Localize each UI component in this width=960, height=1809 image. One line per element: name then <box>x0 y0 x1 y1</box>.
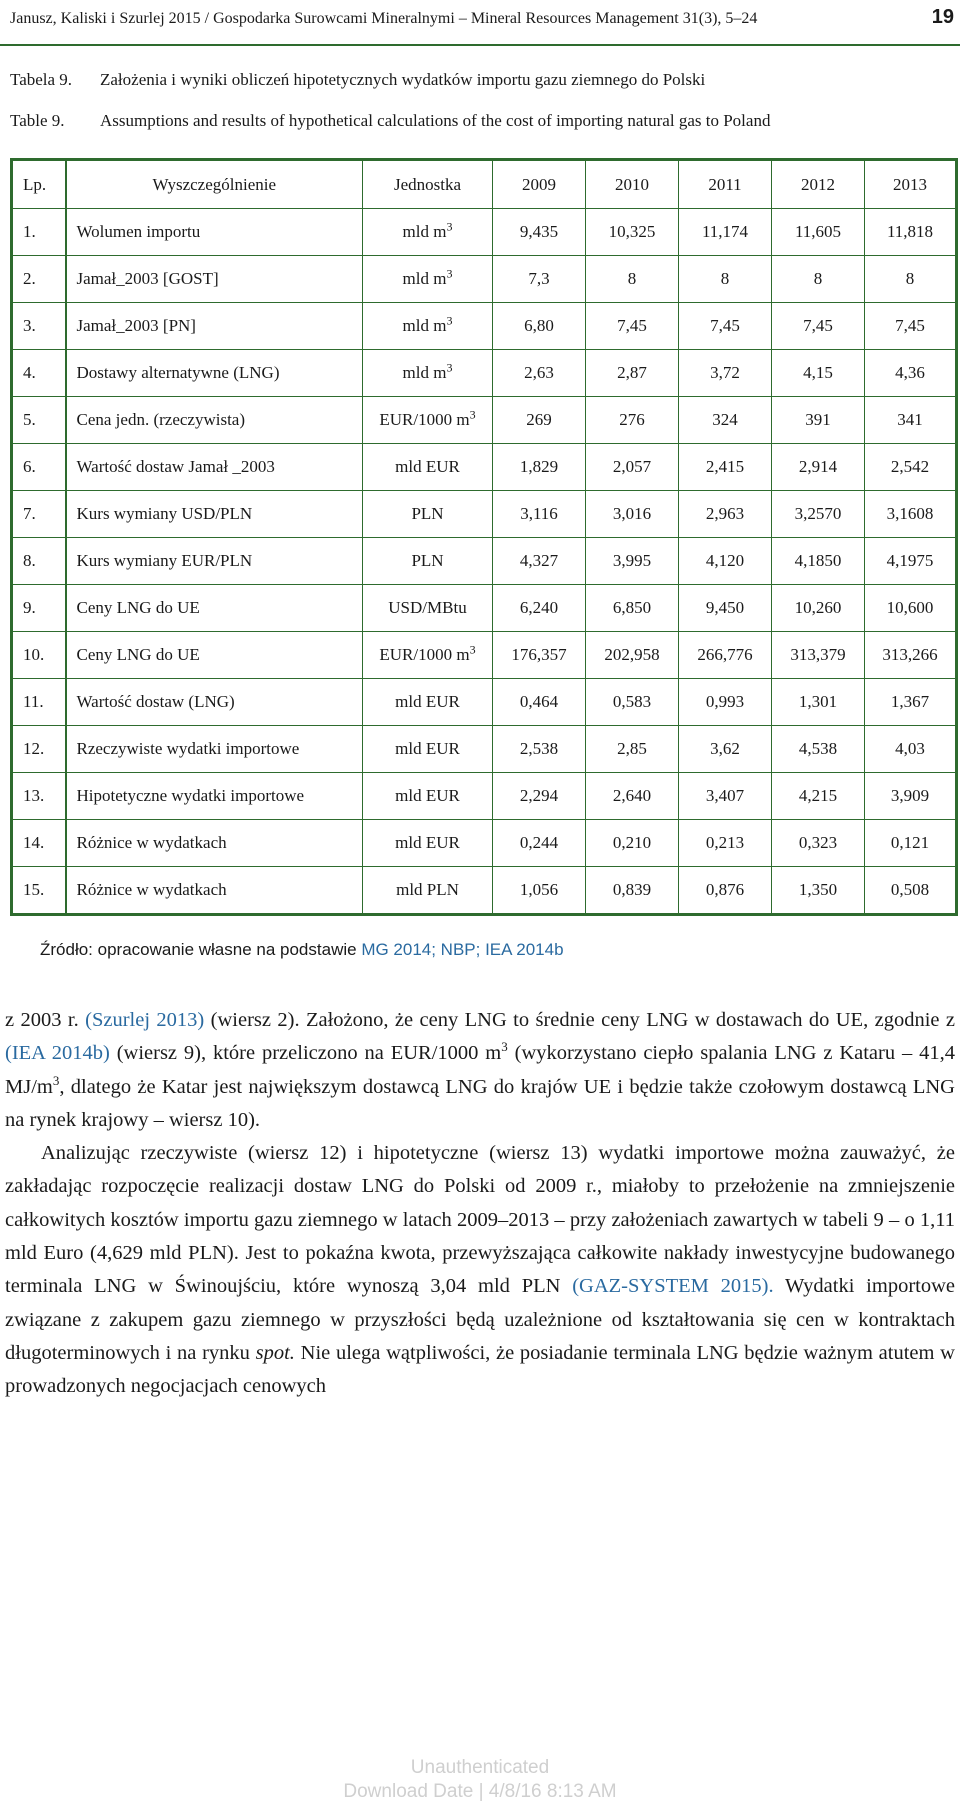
value-cell: 7,45 <box>679 303 772 350</box>
row-number: 7. <box>12 491 66 538</box>
value-cell: 3,995 <box>586 538 679 585</box>
row-number: 13. <box>12 773 66 820</box>
value-cell: 0,583 <box>586 679 679 726</box>
column-header: Lp. <box>12 160 66 209</box>
value-cell: 10,600 <box>865 585 957 632</box>
value-cell: 1,350 <box>772 867 865 915</box>
row-label: Kurs wymiany USD/PLN <box>66 491 363 538</box>
value-cell: 6,80 <box>493 303 586 350</box>
value-cell: 7,45 <box>772 303 865 350</box>
unit-text: EUR/1000 m <box>379 410 470 429</box>
row-number: 4. <box>12 350 66 397</box>
text-run: Nie ulega wątpliwości, że posiadanie terminala LNG będzie ważnym atutem w prowadzonych negocjacjach cenowych <box>5 1341 955 1398</box>
row-number: 10. <box>12 632 66 679</box>
text-run: , dlatego że Katar jest największym dostawcą LNG do krajów UE i będzie także czołowym dostawcą LNG na rynek krajowy – wiersz 10). <box>5 1075 955 1131</box>
row-label: Ceny LNG do UE <box>66 585 363 632</box>
table-row <box>12 209 957 256</box>
value-cell: 3,1608 <box>865 491 957 538</box>
row-label: Jamał_2003 [PN] <box>66 303 363 350</box>
table-row <box>12 350 957 397</box>
value-cell: 0,876 <box>679 867 772 915</box>
value-cell: 11,818 <box>865 209 957 256</box>
table-row <box>12 773 957 820</box>
value-cell: 9,435 <box>493 209 586 256</box>
row-label: Różnice w wydatkach <box>66 867 363 915</box>
citation-link[interactable]: (GAZ-SYSTEM 2015). <box>572 1275 774 1298</box>
table-row <box>12 820 957 867</box>
text-run: z 2003 r. <box>5 1009 86 1031</box>
row-label: Dostawy alternatywne (LNG) <box>66 350 363 397</box>
value-cell: 3,72 <box>679 350 772 397</box>
row-label: Jamał_2003 [GOST] <box>66 256 363 303</box>
row-label: Kurs wymiany EUR/PLN <box>66 538 363 585</box>
table-row <box>12 538 957 585</box>
column-header: Jednostka <box>363 160 493 209</box>
value-cell: 3,407 <box>679 773 772 820</box>
value-cell: 0,323 <box>772 820 865 867</box>
row-number: 8. <box>12 538 66 585</box>
value-cell: 4,03 <box>865 726 957 773</box>
unit-cell <box>363 820 493 867</box>
unit-text: PLN <box>411 551 444 570</box>
value-cell: 3,2570 <box>772 491 865 538</box>
row-number: 3. <box>12 303 66 350</box>
column-header: 2009 <box>493 160 586 209</box>
unit-cell <box>363 303 493 350</box>
value-cell: 2,914 <box>772 444 865 491</box>
table-body <box>12 209 957 915</box>
value-cell: 4,327 <box>493 538 586 585</box>
value-cell: 8 <box>679 256 772 303</box>
unit-text: PLN <box>411 504 444 523</box>
value-cell: 1,829 <box>493 444 586 491</box>
unit-text: mld EUR <box>395 457 460 476</box>
value-cell: 0,210 <box>586 820 679 867</box>
table-row <box>12 397 957 444</box>
row-number: 11. <box>12 679 66 726</box>
text-run: (wiersz 9), które przeliczono na EUR/1000 m <box>109 1042 502 1065</box>
source-citation-link[interactable]: MG 2014; NBP; IEA 2014b <box>361 940 564 959</box>
value-cell: 313,266 <box>865 632 957 679</box>
unit-text: EUR/1000 m <box>379 645 470 664</box>
unit-cell <box>363 538 493 585</box>
value-cell: 4,120 <box>679 538 772 585</box>
unit-text: mld m <box>402 269 447 288</box>
unit-exponent: 3 <box>446 219 453 234</box>
unit-exponent: 3 <box>446 360 453 375</box>
value-cell: 0,244 <box>493 820 586 867</box>
column-header: 2012 <box>772 160 865 209</box>
value-cell: 7,45 <box>586 303 679 350</box>
value-cell: 324 <box>679 397 772 444</box>
caption-label: Tabela 9. <box>10 70 73 89</box>
value-cell: 1,056 <box>493 867 586 915</box>
column-header: 2010 <box>586 160 679 209</box>
value-cell: 4,36 <box>865 350 957 397</box>
value-cell: 276 <box>586 397 679 444</box>
watermark-line-2: Download Date | 4/8/16 8:13 AM <box>343 1781 617 1802</box>
text-run: (wiersz 2). Założono, że ceny LNG to średnie ceny LNG w dostawach do UE, zgodnie z <box>204 1009 955 1031</box>
row-label: Ceny LNG do UE <box>66 632 363 679</box>
unit-text: mld m <box>402 316 447 335</box>
value-cell: 2,963 <box>679 491 772 538</box>
unit-cell <box>363 209 493 256</box>
value-cell: 4,1850 <box>772 538 865 585</box>
table-header-row <box>12 160 957 209</box>
value-cell: 0,464 <box>493 679 586 726</box>
unit-cell <box>363 585 493 632</box>
emphasis-text: spot. <box>255 1341 295 1364</box>
row-number: 9. <box>12 585 66 632</box>
unit-cell <box>363 397 493 444</box>
row-number: 14. <box>12 820 66 867</box>
value-cell: 4,1975 <box>865 538 957 585</box>
unit-text: mld m <box>402 363 447 382</box>
value-cell: 2,640 <box>586 773 679 820</box>
value-cell: 6,850 <box>586 585 679 632</box>
row-number: 5. <box>12 397 66 444</box>
value-cell: 0,213 <box>679 820 772 867</box>
unit-text: mld EUR <box>395 786 460 805</box>
running-header <box>10 8 954 36</box>
value-cell: 10,325 <box>586 209 679 256</box>
unit-text: mld EUR <box>395 833 460 852</box>
value-cell: 1,301 <box>772 679 865 726</box>
value-cell: 0,121 <box>865 820 957 867</box>
value-cell: 11,605 <box>772 209 865 256</box>
value-cell: 6,240 <box>493 585 586 632</box>
table-row <box>12 585 957 632</box>
value-cell: 2,538 <box>493 726 586 773</box>
value-cell: 4,15 <box>772 350 865 397</box>
value-cell: 2,87 <box>586 350 679 397</box>
source-prefix: Źródło: opracowanie własne na podstawie <box>40 940 362 959</box>
value-cell: 2,415 <box>679 444 772 491</box>
row-number: 1. <box>12 209 66 256</box>
row-label: Hipotetyczne wydatki importowe <box>66 773 363 820</box>
value-cell: 8 <box>586 256 679 303</box>
value-cell: 3,116 <box>493 491 586 538</box>
value-cell: 4,215 <box>772 773 865 820</box>
unit-cell <box>363 444 493 491</box>
value-cell: 8 <box>772 256 865 303</box>
superscript: 3 <box>52 1072 60 1088</box>
value-cell: 10,260 <box>772 585 865 632</box>
table-row <box>12 256 957 303</box>
value-cell: 9,450 <box>679 585 772 632</box>
caption-text: Założenia i wyniki obliczeń hipotetycznych wydatków importu gazu ziemnego do Polski <box>100 70 706 89</box>
text-run: Wydatki importowe związane z zakupem gazu ziemnego w przyszłości będą uzależnione od kształtowania się cen w kontraktach długoterminowych i na rynku <box>5 1275 955 1364</box>
value-cell: 2,294 <box>493 773 586 820</box>
value-cell: 2,85 <box>586 726 679 773</box>
value-cell: 7,3 <box>493 256 586 303</box>
unit-text: USD/MBtu <box>388 598 467 617</box>
header-divider <box>0 44 960 46</box>
table-row <box>12 867 957 915</box>
value-cell: 0,508 <box>865 867 957 915</box>
unit-cell <box>363 632 493 679</box>
value-cell: 2,542 <box>865 444 957 491</box>
unit-exponent: 3 <box>469 407 476 422</box>
caption-text: Assumptions and results of hypothetical calculations of the cost of importing natural gas to Poland <box>100 111 771 130</box>
unit-text: mld PLN <box>396 880 459 899</box>
row-label: Wolumen importu <box>66 209 363 256</box>
journal-citation: Janusz, Kaliski i Szurlej 2015 / Gospodarka Surowcami Mineralnymi – Mineral Resources Management 31(3), 5–24 <box>10 10 758 27</box>
row-number: 12. <box>12 726 66 773</box>
row-label: Cena jedn. (rzeczywista) <box>66 397 363 444</box>
unit-cell <box>363 773 493 820</box>
unit-cell <box>363 256 493 303</box>
value-cell: 3,016 <box>586 491 679 538</box>
value-cell: 7,45 <box>865 303 957 350</box>
unit-exponent: 3 <box>446 313 453 328</box>
row-number: 6. <box>12 444 66 491</box>
unit-cell <box>363 867 493 915</box>
value-cell: 202,958 <box>586 632 679 679</box>
unit-cell <box>363 726 493 773</box>
row-label: Rzeczywiste wydatki importowe <box>66 726 363 773</box>
column-header: 2011 <box>679 160 772 209</box>
unit-text: mld m <box>402 222 447 241</box>
unit-exponent: 3 <box>469 642 476 657</box>
table-row <box>12 491 957 538</box>
paragraph-1 <box>5 1004 955 1137</box>
row-number: 15. <box>12 867 66 915</box>
unit-cell <box>363 679 493 726</box>
table-row <box>12 726 957 773</box>
column-header: Wyszczególnienie <box>66 160 363 209</box>
unit-cell <box>363 491 493 538</box>
unit-cell <box>363 350 493 397</box>
value-cell: 269 <box>493 397 586 444</box>
text-run: (wykorzystano ciepło spalania LNG z Kataru – 41,4 MJ/m <box>5 1042 955 1098</box>
value-cell: 8 <box>865 256 957 303</box>
value-cell: 313,379 <box>772 632 865 679</box>
value-cell: 176,357 <box>493 632 586 679</box>
value-cell: 391 <box>772 397 865 444</box>
value-cell: 2,63 <box>493 350 586 397</box>
paragraph-2 <box>5 1137 955 1403</box>
value-cell: 3,909 <box>865 773 957 820</box>
value-cell: 266,776 <box>679 632 772 679</box>
citation-link[interactable]: (Szurlej 2013) <box>85 1009 205 1031</box>
unit-exponent: 3 <box>446 266 453 281</box>
value-cell: 0,839 <box>586 867 679 915</box>
watermark-line-1: Unauthenticated <box>410 1757 550 1778</box>
body-text <box>5 1004 955 1404</box>
row-number: 2. <box>12 256 66 303</box>
value-cell: 341 <box>865 397 957 444</box>
caption-label: Table 9. <box>10 111 65 130</box>
table-row <box>12 632 957 679</box>
table-row <box>12 679 957 726</box>
value-cell: 2,057 <box>586 444 679 491</box>
value-cell: 1,367 <box>865 679 957 726</box>
value-cell: 4,538 <box>772 726 865 773</box>
row-label: Różnice w wydatkach <box>66 820 363 867</box>
table-row <box>12 444 957 491</box>
superscript: 3 <box>501 1039 508 1055</box>
column-header: 2013 <box>865 160 957 209</box>
value-cell: 3,62 <box>679 726 772 773</box>
source-note <box>40 940 564 960</box>
value-cell: 0,993 <box>679 679 772 726</box>
row-label: Wartość dostaw (LNG) <box>66 679 363 726</box>
table-row <box>12 303 957 350</box>
row-label: Wartość dostaw Jamał _2003 <box>66 444 363 491</box>
citation-link[interactable]: (IEA 2014b) <box>5 1042 110 1065</box>
text-run: Analizując rzeczywiste (wiersz 12) i hipotetyczne (wiersz 13) wydatki importowe można zauważyć, że zakładając rozpoczęcie realizacji dostaw LNG do Polski od 2009 r., miałoby to przełożenie na zmniejszenie całkowitych kosztów importu gazu ziemnego w latach 2009–2013 – przy założeniach zawartych w tabeli 9 – o 1,11 mld Euro (4,629 mld PLN). Jest to pokaźna kwota, przewyższająca całkowite nakłady inwestycyjne budowanego terminala LNG w Świnoujściu, które wynoszą 3,04 mld PLN <box>5 1142 955 1298</box>
unit-text: mld EUR <box>395 692 460 711</box>
data-table <box>10 158 958 916</box>
value-cell: 11,174 <box>679 209 772 256</box>
unit-text: mld EUR <box>395 739 460 758</box>
page-number: 19 <box>931 6 954 28</box>
